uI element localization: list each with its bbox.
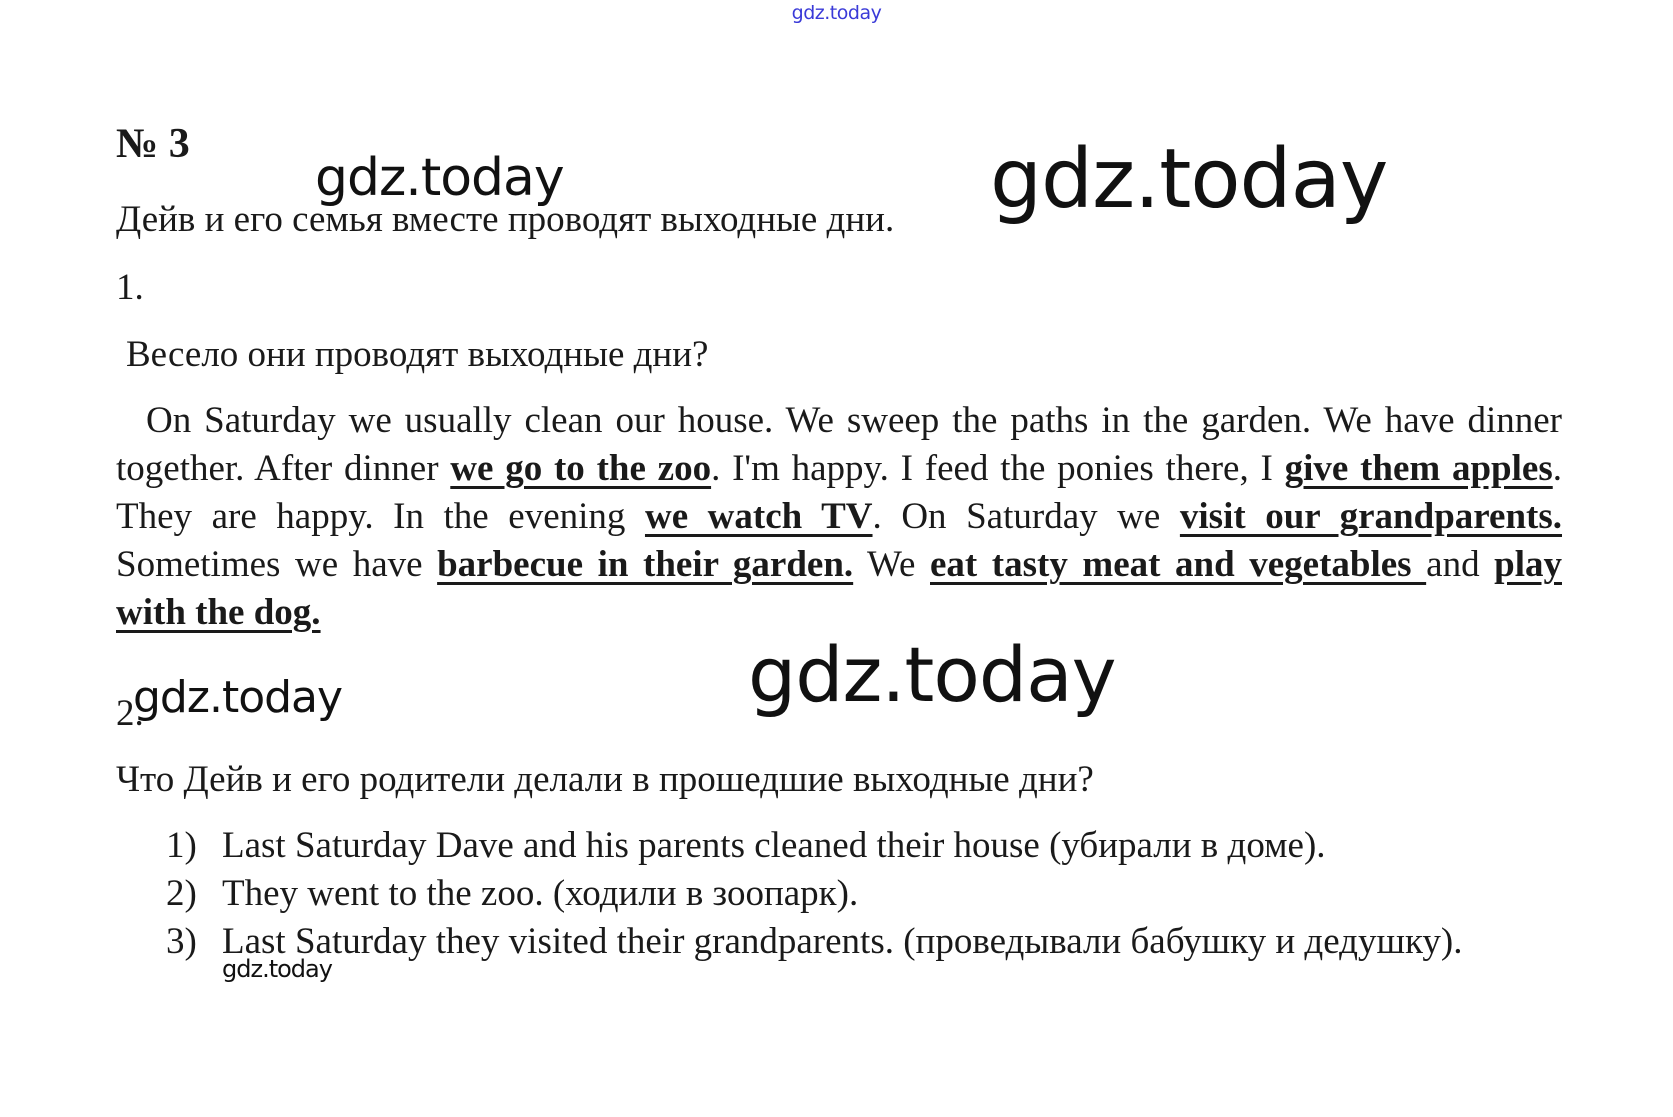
section-2-question: Что Дейв и его родители делали в прошедшие выходные дни? (116, 759, 1094, 800)
watermark: gdz.today (222, 955, 332, 983)
list-item (166, 918, 1466, 966)
highlighted-phrase: we go to the zoo (450, 448, 712, 489)
highlighted-phrase: play with the dog. (116, 544, 1562, 633)
list-item-text: They went to the zoo. (ходили в зоопарк). (222, 873, 859, 914)
watermark: gdz.today (315, 148, 564, 208)
list-item-text: Last Saturday they visited their grandparents. (проведывали бабушку и дедушку). (222, 921, 1463, 962)
section-2-number: 2. (116, 693, 144, 734)
list-marker: 3) (166, 921, 197, 962)
highlighted-phrase: visit our grandparents. (1179, 496, 1562, 537)
section-2-answer-list (166, 822, 1466, 966)
paragraph-text: . I'm happy. I feed the ponies there, I (711, 448, 1285, 489)
exercise-intro: Дейв и его семья вместе проводят выходные дни. (116, 199, 895, 240)
paragraph-text: . On Saturday we (872, 496, 1180, 537)
paragraph-text: On Saturday we usually clean our house. We sweep the paths in the garden. We have dinner together. After dinner (116, 400, 1562, 489)
list-marker: 1) (166, 825, 197, 866)
header-watermark: gdz.today (791, 2, 882, 24)
watermark: gdz.today (990, 132, 1388, 227)
watermark: gdz.today (748, 630, 1116, 719)
section-1-question: Весело они проводят выходные дни? (126, 334, 709, 375)
exercise-number: № 3 (116, 121, 190, 167)
highlighted-phrase: we watch TV (644, 496, 873, 537)
paragraph-text: and (1426, 544, 1495, 585)
highlighted-phrase: give them apples (1284, 448, 1553, 489)
section-1-number: 1. (116, 267, 144, 308)
highlighted-phrase: eat tasty meat and vegetables (930, 544, 1427, 585)
paragraph-text: . They are happy. In the evening (116, 448, 1562, 537)
list-item (166, 870, 1466, 918)
list-marker: 2) (166, 873, 197, 914)
list-item-text: Last Saturday Dave and his parents cleaned their house (убирали в доме). (222, 825, 1326, 866)
list-item (166, 822, 1466, 870)
paragraph-text: We (853, 544, 930, 585)
watermark: gdz.today (133, 672, 343, 723)
highlighted-phrase: barbecue in their garden. (437, 544, 854, 585)
section-1-answer-paragraph (116, 397, 1562, 637)
paragraph-text: Sometimes we have (116, 544, 438, 585)
